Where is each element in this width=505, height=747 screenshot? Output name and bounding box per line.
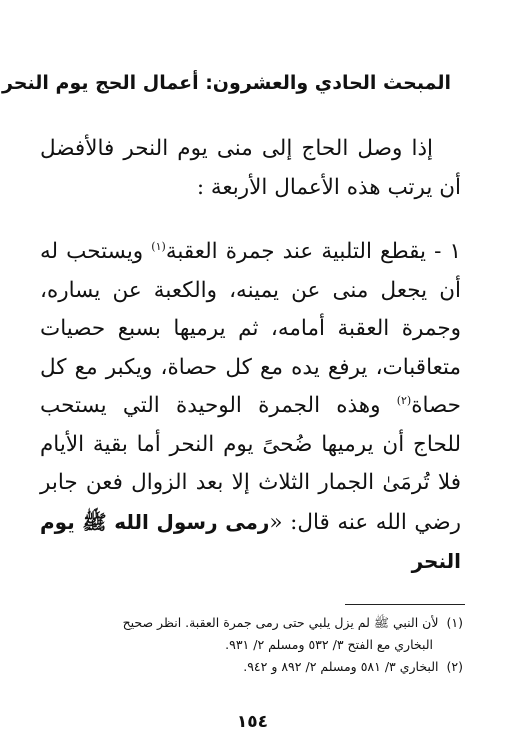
- point-number: ١ -: [434, 239, 461, 264]
- footnote-text: لأن النبي ﷺ لم يزل يلبي حتى رمى جمرة العقبة. انظر صحيح: [122, 615, 439, 630]
- intro-paragraph: [40, 130, 461, 207]
- point-text-b: ويستحب له أن يجعل منى عن يمينه، والكعبة عن يساره، وجمرة العقبة أمامه، ثم يرميها بسبع حصيات متعاقبات، يرفع يده مع كل حصاة، ويكبر مع كل حصاة: [40, 239, 461, 418]
- footnote-text: البخاري ٣/ ٥٨١ ومسلم ٢/ ٨٩٢ و ٩٤٢.: [243, 659, 439, 674]
- footnote-number: (١): [446, 615, 463, 630]
- footnote-ref-2: (٢): [396, 393, 412, 407]
- page-number: ١٥٤: [236, 712, 269, 732]
- point-text-c: وهذه الجمرة الوحيدة التي يستحب للحاج أن يرميها ضُحىً يوم النحر أما بقية الأيام فلا تُرمَىٰ الجمار الثلاث إلا بعد الزوال فعن جابر رضي الله عنه قال: «: [40, 393, 461, 535]
- footnote-2: [36, 656, 463, 678]
- intro-text: إذا وصل الحاج إلى منى يوم النحر فالأفضل أن يرتب هذه الأعمال الأربعة :: [40, 136, 461, 200]
- hadith-quote: رمى رسول الله ﷺ يوم النحر: [40, 509, 461, 573]
- footnote-1: [36, 612, 463, 634]
- footnote-text: البخاري مع الفتح ٣/ ٥٣٢ ومسلم ٢/ ٩٣١.: [225, 637, 433, 652]
- footnotes: [36, 612, 463, 678]
- section-heading: المبحث الحادي والعشرون: أعمال الحج يوم النحر: [1, 72, 451, 94]
- point-one-paragraph: [40, 233, 461, 582]
- point-text-a: يقطع التلبية عند جمرة العقبة: [165, 239, 426, 264]
- footnote-ref-1: (١): [151, 239, 166, 253]
- footnote-divider: [345, 604, 465, 605]
- footnote-number: (٢): [446, 659, 463, 674]
- footnote-1-continued: [36, 634, 463, 656]
